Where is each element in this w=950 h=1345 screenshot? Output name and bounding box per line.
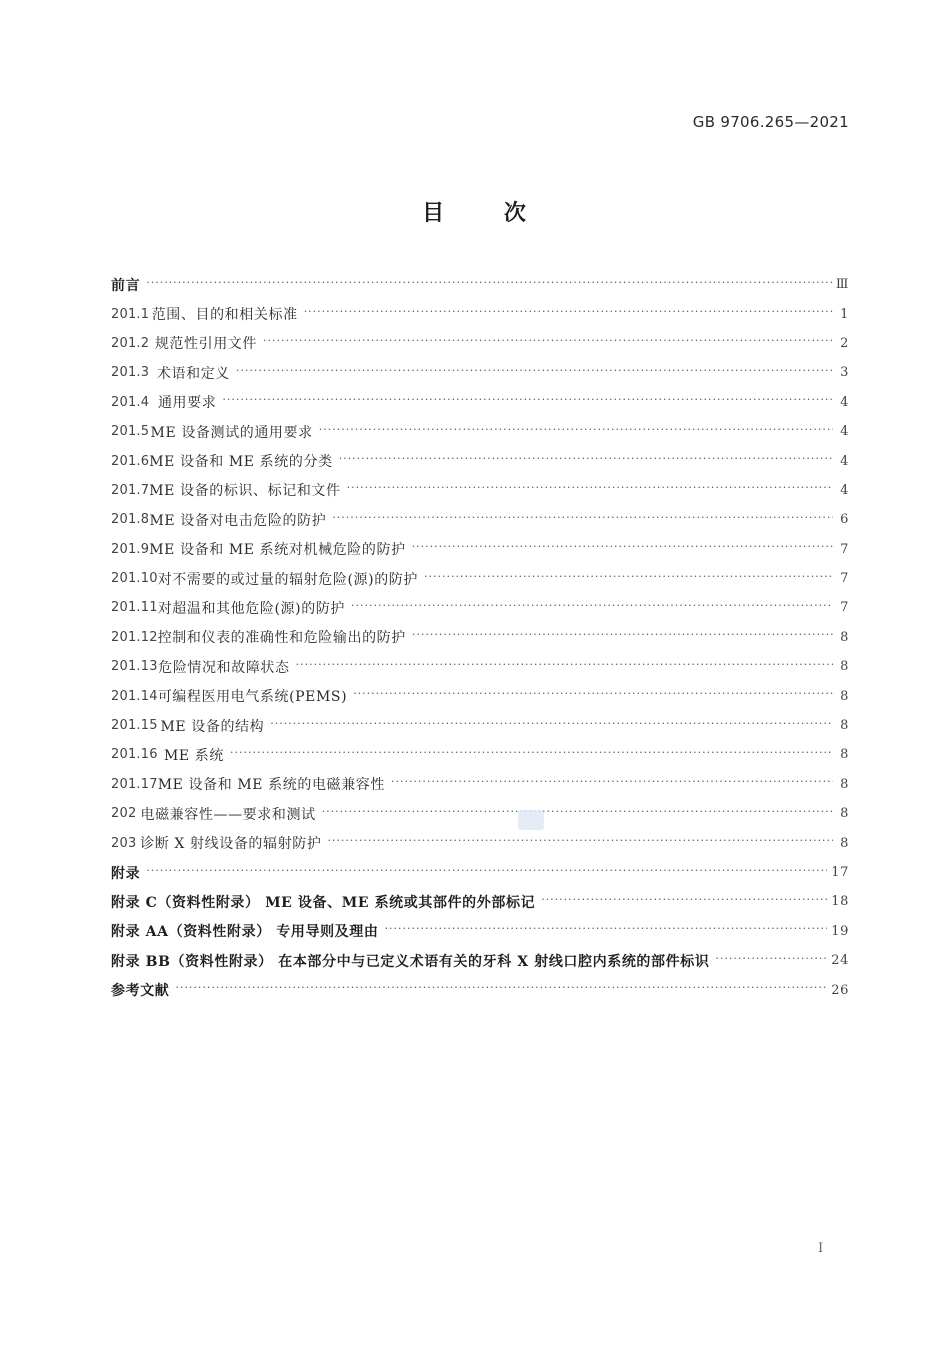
toc-entry-page: 8 (840, 659, 849, 675)
toc-entry-page: 7 (840, 541, 849, 557)
toc-entry-number: 201.1 (111, 306, 150, 322)
toc-entry[interactable] (111, 623, 849, 652)
toc-leader-dots (230, 748, 833, 762)
toc-entry-number: 203 (111, 835, 137, 851)
toc-entry[interactable] (111, 417, 849, 446)
toc-entry-page: Ⅲ (835, 277, 849, 293)
toc-entry-number: 201.16 (111, 747, 158, 763)
toc-entry[interactable] (111, 740, 849, 769)
toc-entry-label: 通用要求 (157, 395, 217, 412)
toc-entry[interactable] (111, 564, 849, 593)
toc-entry[interactable] (111, 446, 849, 475)
toc-leader-dots (263, 336, 833, 350)
toc-entry-page: 4 (840, 453, 849, 469)
toc-leader-dots (146, 278, 832, 292)
toc-leader-dots (322, 807, 833, 821)
toc-entry-label: 参考文献 (111, 983, 170, 1000)
toc-entry-page: 3 (840, 365, 849, 381)
toc-entry-label: ME 设备的结构 (160, 718, 265, 735)
toc-entry-label: 危险情况和故障状态 (158, 659, 290, 676)
toc-entry-page: 8 (840, 835, 849, 851)
toc-leader-dots (296, 660, 833, 674)
toc-entry-number: 201.7 (111, 482, 150, 498)
toc-leader-dots (332, 513, 833, 527)
toc-entry-label: 附录 AA（资料性附录） 专用导则及理由 (111, 924, 379, 941)
toc-leader-dots (304, 307, 833, 321)
toc-entry-label: ME 设备对电击危险的防护 (149, 512, 327, 529)
table-of-contents (111, 270, 849, 1005)
toc-entry-label: 术语和定义 (156, 365, 230, 382)
toc-leader-dots (424, 572, 833, 586)
toc-entry[interactable] (111, 917, 849, 946)
toc-entry-number: 201.4 (111, 394, 150, 410)
toc-entry-page: 7 (840, 571, 849, 587)
toc-leader-dots (146, 866, 827, 880)
toc-entry-label: 附录 (111, 865, 141, 882)
toc-leader-dots (175, 983, 827, 997)
toc-entry-label: 可编程医用电气系统(PEMS) (157, 689, 348, 706)
toc-entry-number: 201.2 (111, 335, 150, 351)
toc-leader-dots (541, 895, 827, 909)
toc-entry-page: 8 (840, 806, 849, 822)
toc-entry-label: 对超温和其他危险(源)的防护 (157, 600, 346, 617)
toc-entry-label: 附录 BB（资料性附录） 在本部分中与已定义术语有关的牙科 X 射线口腔内系统的部件标识 (111, 953, 710, 970)
toc-entry-label: ME 设备测试的通用要求 (150, 424, 313, 441)
toc-entry-label: 前言 (111, 277, 141, 294)
toc-entry[interactable] (111, 358, 849, 387)
toc-entry-label: ME 设备的标识、标记和文件 (149, 483, 341, 500)
toc-entry-page: 4 (840, 482, 849, 498)
toc-entry[interactable] (111, 535, 849, 564)
toc-entry[interactable] (111, 270, 849, 299)
toc-entry-number: 201.9 (111, 541, 150, 557)
toc-entry-page: 7 (840, 600, 849, 616)
toc-entry-number: 201.8 (111, 512, 150, 528)
toc-leader-dots (347, 483, 833, 497)
toc-entry-number: 201.3 (111, 365, 150, 381)
toc-entry-number: 201.13 (111, 659, 158, 675)
toc-entry-label: ME 设备和 ME 系统的分类 (149, 454, 333, 471)
toc-entry-label: ME 设备和 ME 系统对机械危险的防护 (149, 542, 406, 559)
page-title: 目 次 (422, 201, 528, 226)
toc-entry-page: 18 (831, 894, 849, 910)
toc-entry-number: 201.6 (111, 453, 150, 469)
toc-entry-page: 8 (840, 776, 849, 792)
toc-entry-page: 17 (831, 865, 849, 880)
toc-entry-number: 201.11 (111, 600, 158, 616)
toc-entry-label: 电磁兼容性——要求和测试 (140, 806, 316, 823)
toc-entry-page: 2 (840, 335, 849, 351)
toc-entry-page: 6 (840, 512, 849, 528)
toc-entry-number: 201.15 (111, 718, 158, 734)
toc-entry-label: ME 系统 (163, 747, 224, 764)
toc-leader-dots (270, 719, 833, 733)
toc-leader-dots (327, 836, 833, 850)
toc-entry-page: 8 (840, 747, 849, 763)
toc-entry-page: 4 (840, 424, 849, 440)
toc-leader-dots (353, 689, 833, 703)
toc-leader-dots (715, 954, 827, 968)
toc-leader-dots (384, 924, 827, 938)
toc-leader-dots (391, 777, 833, 791)
toc-leader-dots (412, 630, 833, 644)
toc-entry-number: 202 (111, 806, 137, 822)
toc-entry[interactable] (111, 946, 849, 975)
toc-entry[interactable] (111, 329, 849, 358)
toc-leader-dots (339, 454, 833, 468)
toc-entry[interactable] (111, 711, 849, 740)
toc-entry-page: 8 (840, 718, 849, 734)
standard-code: GB 9706.265—2021 (692, 113, 849, 131)
toc-entry-number: 201.12 (111, 629, 158, 645)
toc-entry-page: 8 (840, 688, 849, 704)
toc-entry[interactable] (111, 593, 849, 622)
toc-entry[interactable] (111, 799, 849, 828)
toc-leader-dots (319, 425, 833, 439)
toc-leader-dots (351, 601, 833, 615)
toc-leader-dots (412, 542, 833, 556)
toc-entry-page: 4 (840, 394, 849, 410)
toc-entry[interactable] (111, 828, 849, 857)
toc-entry[interactable] (111, 299, 849, 328)
toc-entry-label: 诊断 X 射线设备的辐射防护 (140, 836, 322, 853)
toc-entry-label: ME 设备和 ME 系统的电磁兼容性 (157, 777, 385, 794)
toc-entry-label: 规范性引用文件 (154, 336, 258, 353)
toc-entry-page: 26 (831, 982, 849, 998)
footer-page-number: I (818, 1241, 824, 1256)
toc-entry-label: 附录 C（资料性附录） ME 设备、ME 系统或其部件的外部标记 (111, 894, 536, 911)
toc-entry-page: 24 (831, 953, 849, 969)
toc-entry-number: 201.5 (111, 424, 150, 440)
toc-entry[interactable] (111, 681, 849, 710)
toc-entry-label: 对不需要的或过量的辐射危险(源)的防护 (157, 571, 419, 588)
toc-leader-dots (236, 366, 833, 380)
toc-entry[interactable] (111, 887, 849, 916)
toc-entry-label: 控制和仪表的准确性和危险输出的防护 (157, 630, 406, 647)
toc-entry-page: 1 (840, 306, 849, 322)
toc-entry-page: 8 (840, 629, 849, 645)
toc-entry[interactable] (111, 975, 849, 1004)
toc-entry[interactable] (111, 770, 849, 799)
toc-leader-dots (222, 395, 833, 409)
toc-entry-label: 范围、目的和相关标准 (151, 307, 298, 324)
toc-entry-number: 201.14 (111, 688, 158, 704)
toc-entry[interactable] (111, 388, 849, 417)
toc-entry[interactable] (111, 476, 849, 505)
toc-entry[interactable] (111, 505, 849, 534)
toc-entry[interactable] (111, 858, 849, 887)
toc-entry-number: 201.17 (111, 776, 158, 792)
toc-entry[interactable] (111, 652, 849, 681)
toc-entry-page: 19 (831, 923, 849, 939)
toc-entry-number: 201.10 (111, 571, 158, 587)
watermark-mark (518, 810, 544, 830)
